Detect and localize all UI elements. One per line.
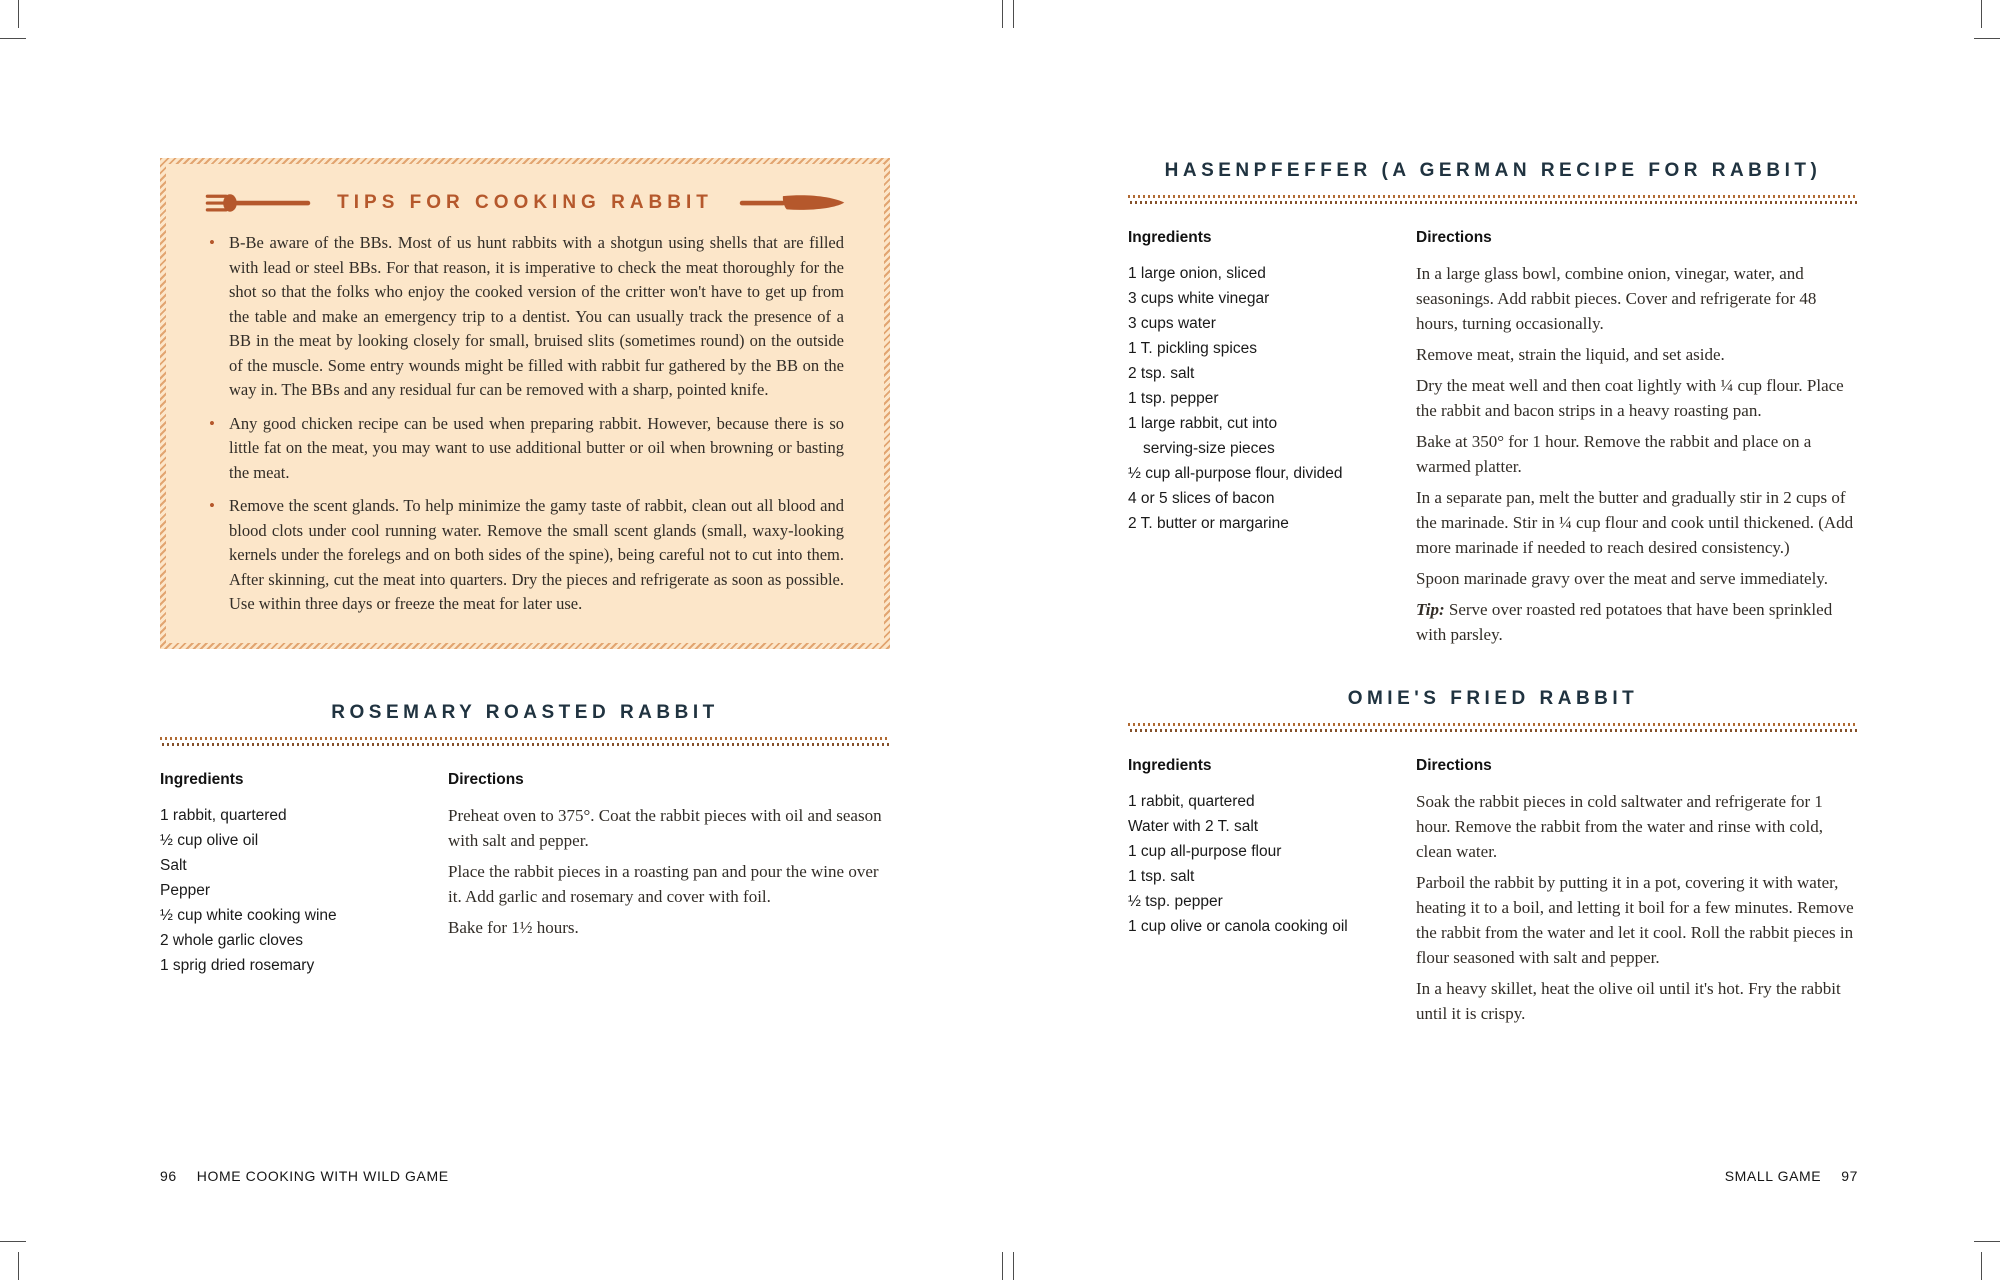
ingredient-item: 1 large rabbit, cut into (1128, 415, 1278, 432)
direction-paragraph: Soak the rabbit pieces in cold saltwater and refrigerate for 1 hour. Remove the rabbit from the water and rinse with cold, clean water. (1416, 792, 1823, 861)
decorative-rule (1128, 195, 1858, 204)
directions-label: Directions (1416, 229, 1492, 246)
ingredient-item: 2 tsp. salt (1128, 365, 1195, 382)
crop-mark (18, 1252, 19, 1280)
recipe-title: OMIE'S FRIED RABBIT (1347, 688, 1639, 709)
knife-icon (739, 192, 845, 214)
directions-label: Directions (1416, 757, 1492, 774)
fork-icon (205, 192, 311, 214)
left-page-footer (160, 1168, 890, 1184)
directions-list (1416, 789, 1858, 1026)
recipe-rosemary-roasted-rabbit (160, 702, 890, 978)
ingredient-item: 1 T. pickling spices (1128, 340, 1257, 357)
ingredient-item: Pepper (160, 882, 210, 899)
ingredient-item: Salt (160, 857, 187, 874)
tips-box-inner (166, 164, 884, 643)
decorative-rule (160, 737, 890, 746)
crop-mark (1974, 1241, 2000, 1242)
tips-title: TIPS FOR COOKING RABBIT (337, 192, 713, 213)
ingredient-item: 1 cup all-purpose flour (1128, 843, 1282, 860)
crop-mark (1981, 1252, 1982, 1280)
directions-list (448, 803, 890, 940)
chapter-title: SMALL GAME (1724, 1168, 1822, 1184)
direction-paragraph: Bake at 350° for 1 hour. Remove the rabbit and place on a warmed platter. (1416, 432, 1812, 476)
tips-header (206, 192, 844, 214)
recipe-title: HASENPFEFFER (A GERMAN RECIPE FOR RABBIT) (1164, 160, 1822, 181)
ingredient-item: ½ tsp. pepper (1128, 893, 1223, 910)
direction-paragraph: Place the rabbit pieces in a roasting pan and pour the wine over it. Add garlic and rosemary and cover with foil. (448, 862, 879, 906)
direction-paragraph: Remove meat, strain the liquid, and set aside. (1416, 345, 1725, 364)
tip-bullet: • B-Be aware of the BBs. Most of us hunt rabbits with a shotgun using shells that are filled with lead or steel BBs. For that reason, it is imperative to check the meat thoroughly for the shot so that the folks who enjoy the cooked version of the critter won't have to get up from the table and make an emergency trip to a dentist. You can usually track the presence of a BB in the meat by looking closely for small, bruised slits (sometimes round) on the outside of the muscle. Some entry wounds might be filled with rabbit fur gathered by the BB on the way in. The BBs and any residual fur can be removed with a sharp, pointed knife. (206, 231, 844, 403)
crop-mark (1002, 0, 1003, 28)
ingredient-item: 3 cups water (1128, 315, 1216, 332)
direction-paragraph: Tip: Serve over roasted red potatoes that have been sprinkled with parsley. (1416, 600, 1833, 644)
direction-paragraph: Preheat oven to 375°. Coat the rabbit pieces with oil and season with salt and pepper. (448, 806, 882, 850)
ingredients-label: Ingredients (1128, 229, 1212, 246)
ingredients-column (1128, 757, 1416, 1032)
recipe-hasenpfeffer (1128, 160, 1858, 653)
ingredient-item: 1 large onion, sliced (1128, 265, 1266, 282)
ingredient-item: ½ cup olive oil (160, 832, 259, 849)
ingredients-label: Ingredients (1128, 757, 1212, 774)
ingredient-item: 1 cup olive or canola cooking oil (1128, 918, 1348, 935)
book-title: HOME COOKING WITH WILD GAME (196, 1168, 449, 1184)
crop-mark (0, 1241, 26, 1242)
crop-mark (1981, 0, 1982, 28)
ingredient-item: ½ cup white cooking wine (160, 907, 337, 924)
ingredient-item: 2 whole garlic cloves (160, 932, 304, 949)
decorative-rule (1128, 723, 1858, 732)
tips-list (206, 231, 844, 617)
ingredients-list (1128, 789, 1416, 939)
ingredients-list (1128, 261, 1416, 536)
ingredient-item: 1 tsp. salt (1128, 868, 1195, 885)
ingredient-item: 1 sprig dried rosemary (160, 957, 315, 974)
ingredient-item: 2 T. butter or margarine (1128, 515, 1289, 532)
ingredient-item: 1 rabbit, quartered (160, 807, 287, 824)
recipe-title: ROSEMARY ROASTED RABBIT (331, 702, 719, 723)
directions-column (1416, 757, 1858, 1032)
crop-mark (18, 0, 19, 28)
directions-label: Directions (448, 771, 524, 788)
ingredient-item: 3 cups white vinegar (1128, 290, 1270, 307)
ingredient-item: Water with 2 T. salt (1128, 818, 1259, 835)
tip-bullet: • Remove the scent glands. To help minimize the gamy taste of rabbit, clean out all blood and blood clots under cool running water. Remove the small scent glands (small, waxy-looking kernels under the forelegs and on both sides of the spine), being careful not to cut into them. After skinning, cut the meat into quarters. Dry the pieces and refrigerate as soon as possible. Use within three days or freeze the meat for later use. (206, 494, 844, 617)
crop-mark (1013, 1252, 1014, 1280)
direction-paragraph: Parboil the rabbit by putting it in a pot, covering it with water, heating it to a boil, and letting it boil for a few minutes. Remove the rabbit from the water and let it cool. Roll the rabbit pieces in flour seasoned with salt and pepper. (1416, 873, 1854, 967)
recipe-columns (1128, 229, 1858, 653)
recipe-omies-fried-rabbit (1128, 688, 1858, 1032)
ingredient-item: 1 rabbit, quartered (1128, 793, 1255, 810)
direction-paragraph: In a large glass bowl, combine onion, vinegar, water, and seasonings. Add rabbit pieces. Cover and refrigerate for 48 hours, turning occasionally. (1416, 264, 1817, 333)
directions-column (448, 771, 890, 978)
directions-column (1416, 229, 1858, 653)
crop-mark (0, 38, 26, 39)
tips-sidebar-box (160, 158, 890, 649)
ingredients-list (160, 803, 448, 978)
page-number: 96 (160, 1168, 177, 1184)
crop-mark (1002, 1252, 1003, 1280)
page-number: 97 (1841, 1168, 1858, 1184)
ingredients-label: Ingredients (160, 771, 244, 788)
tip-label: Tip: (1416, 600, 1449, 619)
ingredient-item: serving-size pieces (1143, 440, 1275, 457)
ingredients-column (1128, 229, 1416, 653)
direction-paragraph: Dry the meat well and then coat lightly with ¼ cup flour. Place the rabbit and bacon strips in a heavy roasting pan. (1416, 376, 1844, 420)
ingredients-column (160, 771, 448, 978)
ingredient-item: 1 tsp. pepper (1128, 390, 1219, 407)
tip-bullet: • Any good chicken recipe can be used when preparing rabbit. However, because there is so little fat on the meat, you may want to use additional butter or oil when browning or basting the meat. (206, 412, 844, 486)
direction-paragraph: Bake for 1½ hours. (448, 918, 579, 937)
direction-paragraph: Spoon marinade gravy over the meat and serve immediately. (1416, 569, 1828, 588)
recipe-columns (160, 771, 890, 978)
right-page-footer (1128, 1168, 1858, 1184)
ingredient-item: ½ cup all-purpose flour, divided (1128, 465, 1343, 482)
directions-list (1416, 261, 1858, 647)
direction-paragraph: In a heavy skillet, heat the olive oil until it's hot. Fry the rabbit until it is crispy. (1416, 979, 1841, 1023)
ingredient-item: 4 or 5 slices of bacon (1128, 490, 1275, 507)
crop-mark (1974, 38, 2000, 39)
crop-mark (1013, 0, 1014, 28)
direction-paragraph: In a separate pan, melt the butter and gradually stir in 2 cups of the marinade. Stir in ¼ cup flour and cook until thickened. (Add more marinade if needed to reach desired consistency.) (1416, 488, 1854, 557)
recipe-columns (1128, 757, 1858, 1032)
